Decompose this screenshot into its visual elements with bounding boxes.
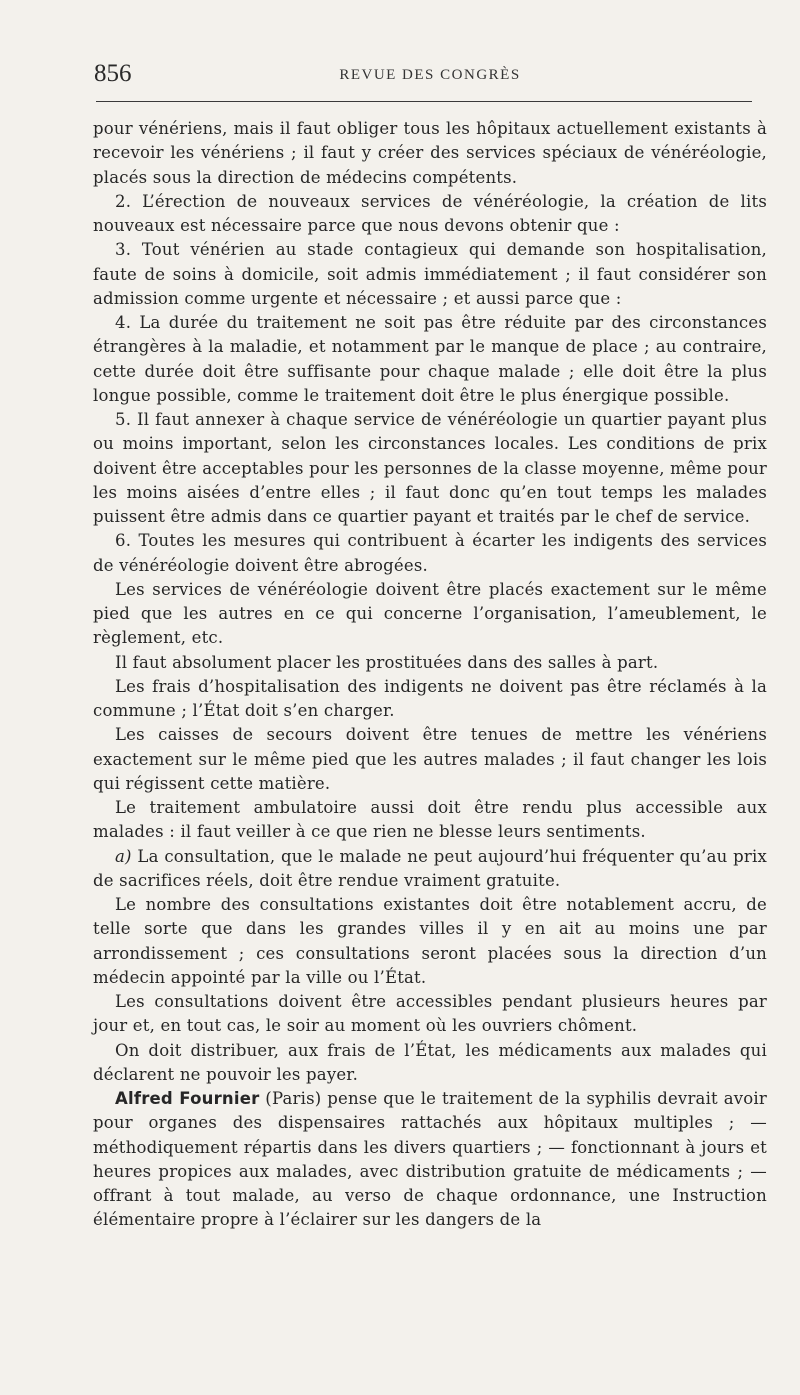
- page-number: 856: [94, 60, 132, 87]
- page-header: [94, 60, 766, 90]
- paragraph: Le nombre des consultations existantes doit être notablement accru, de telle sorte que dans les grandes villes il y en ait au moins une par arrondissement ; ces consultations seront placées sous la direction d’un médecin appointé par la ville ou l’État.: [93, 895, 767, 987]
- paragraph-fournier: [93, 1087, 767, 1233]
- paragraph: pour vénériens, mais il faut obliger tous les hôpitaux actuellement existants à recevoir les vénériens ; il faut y créer des services spéciaux de vénéréologie, placés sous la direction de médecins compétents.: [93, 119, 767, 187]
- paragraph: Les consultations doivent être accessibles pendant plusieurs heures par jour et, en tout cas, le soir au moment où les ouvriers chôment.: [93, 992, 767, 1036]
- paragraph: 2. L’érection de nouveaux services de vénéréologie, la création de lits nouveaux est nécessaire parce que nous devons obtenir que :: [93, 191, 767, 235]
- body-text: [93, 117, 767, 1233]
- paragraph-item-a: [93, 845, 767, 894]
- item-text: La consultation, que le malade ne peut aujourd’hui fréquenter qu’au prix de sacrifices réels, doit être rendue vraiment gratuite.: [93, 846, 767, 890]
- header-rule: [96, 101, 752, 102]
- paragraph: 3. Tout vénérien au stade contagieux qui demande son hospitalisation, faute de soins à domicile, soit admis immédiatement ; il faut considérer son admission comme urgente et nécessaire ; et aussi parce que :: [93, 240, 767, 308]
- running-head: REVUE DES CONGRÈS: [339, 67, 521, 83]
- fournier-text: (Paris) pense que le traitement de la syphilis devrait avoir pour organes des dispensaires rattachés aux hôpitaux multiples ; — méthodiquement répartis dans les divers quartiers ; — fonctionnant à jours et heures propices aux malades, avec distribution gratuite de médicaments ; — offrant à tout malade, au verso de chaque ordonnance, une Instruction élémentaire propre à l’éclairer sur les dangers de la: [93, 1089, 767, 1230]
- paragraph: 5. Il faut annexer à chaque service de vénéréologie un quartier payant plus ou moins important, selon les circonstances locales. Les conditions de prix doivent être acceptables pour les personnes de la classe moyenne, même pour les moins aisées d’entre elles ; il faut donc qu’en tout temps les malades puissent être admis dans ce quartier payant et traités par le chef de service.: [93, 410, 767, 526]
- paragraph: Les services de vénéréologie doivent être placés exactement sur le même pied que les autres en ce qui concerne l’organisation, l’ameublement, le règlement, etc.: [93, 579, 767, 648]
- paragraph: On doit distribuer, aux frais de l’État, les médicaments aux malades qui déclarent ne pouvoir les payer.: [93, 1040, 767, 1084]
- paragraph: Les frais d’hospitalisation des indigents ne doivent pas être réclamés à la commune ; l’État doit s’en charger.: [93, 676, 767, 720]
- paragraph: Les caisses de secours doivent être tenues de mettre les vénériens exactement sur le même pied que les autres malades ; il faut changer les lois qui régissent cette matière.: [93, 725, 767, 793]
- paragraph: 4. La durée du traitement ne soit pas être réduite par des circonstances étrangères à la maladie, et notamment par le manque de place ; au contraire, cette durée doit être suffisante pour chaque malade ; elle doit être la plus longue possible, comme le traitement doit être le plus énergique possible.: [93, 313, 767, 405]
- paragraph: Il faut absolument placer les prostituées dans des salles à part.: [115, 652, 659, 672]
- author-name: Alfred Fournier: [115, 1089, 260, 1108]
- paragraph: Le traitement ambulatoire aussi doit être rendu plus accessible aux malades : il faut veiller à ce que rien ne blesse leurs sentiments.: [93, 798, 767, 842]
- paragraph: 6. Toutes les mesures qui contribuent à écarter les indigents des services de vénéréologie doivent être abrogées.: [93, 531, 767, 575]
- item-letter: a): [115, 846, 132, 866]
